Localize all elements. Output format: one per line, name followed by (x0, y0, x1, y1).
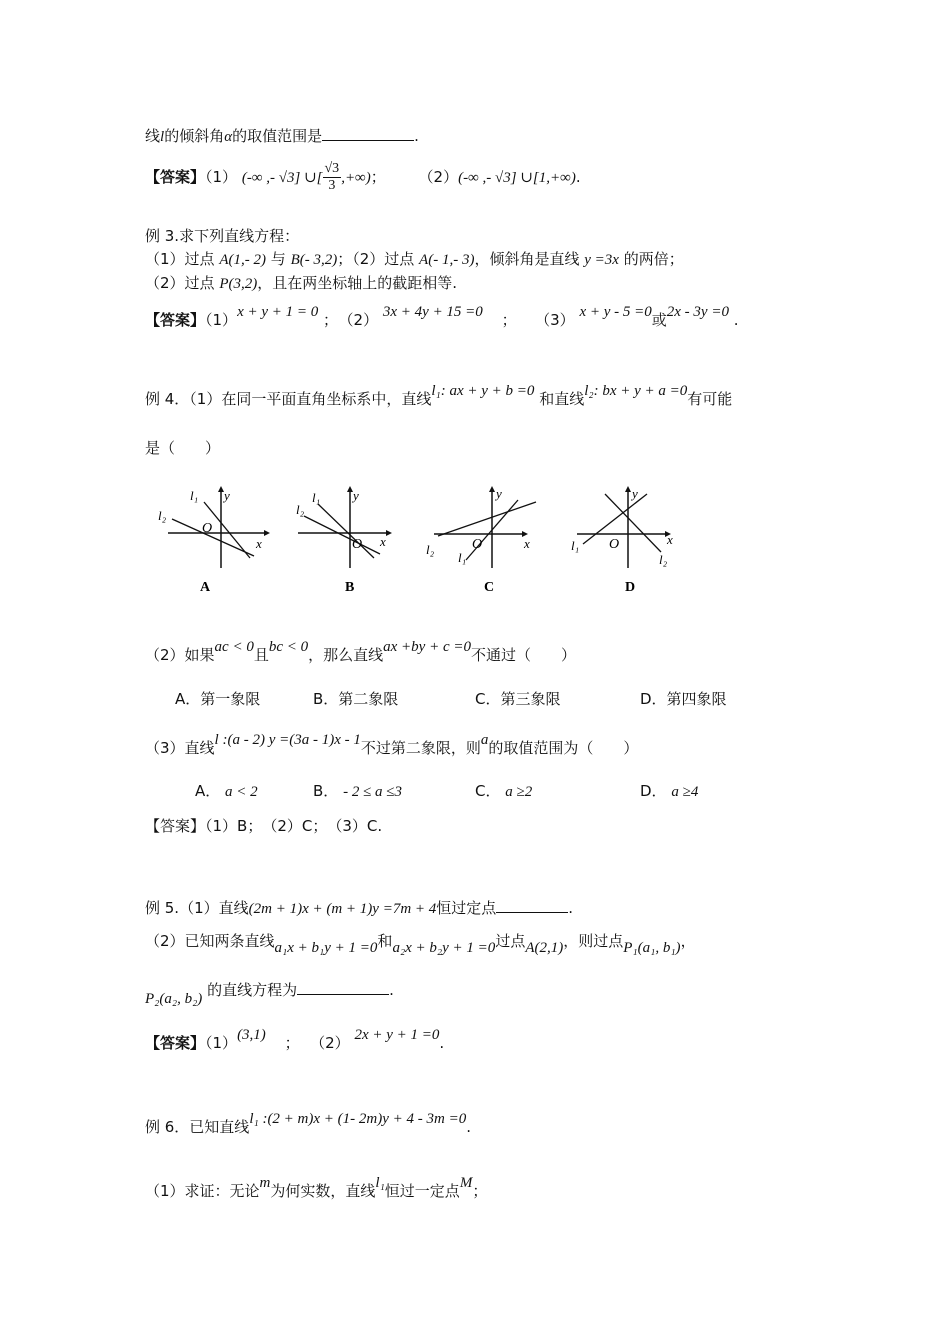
label-l2: l₂ (659, 552, 668, 567)
example-6-title: 例 6．已知直线l₁ :(2 + m)x + (1- 2m)y + 4 - 3m =0. (145, 1111, 471, 1136)
example-3-answer: 【答案】（1）x + y + 1 = 0 ； （2） 3x + 4y + 15 =0 ； （3） x + y - 5 =0或2x - 3y =0 . (145, 304, 739, 329)
label-x: x (524, 536, 530, 551)
label-l1: l₁ (190, 488, 199, 503)
label-l1: l₁ (571, 538, 580, 553)
graph-b (290, 478, 415, 603)
option-2c: C．第三象限 (475, 690, 561, 708)
label-l2: l₂ (296, 502, 305, 517)
caption-b: B (345, 580, 355, 595)
option-3c: C． a ≥2 (475, 782, 533, 800)
option-2b: B．第二象限 (313, 690, 399, 708)
line-l1 (318, 504, 374, 558)
graph-d (565, 478, 690, 603)
example-5-q2: （2）已知两条直线a₁x + b₁y + 1 =0和a₂x + b₂y + 1 =0过点A(2,1)，则过点P₁(a₁, b₁)， (145, 932, 696, 956)
option-2a: A．第一象限 (175, 690, 261, 708)
example-4-q3: （3）直线l :(a - 2) y =(3a - 1)x - 1不过第二象限，则a的取值范围为（ ） (145, 732, 639, 757)
label-origin: O (472, 537, 483, 552)
line-l2 (304, 516, 380, 554)
answer-line: 【答案】（1） (-∞ ,- √3] ∪[ $\frac{√3}{3}$ ,+∞)； （2）(-∞ ,- √3] ∪[1,+∞). (145, 161, 581, 193)
line-l2 (172, 519, 254, 556)
example-3-q2: （2）过点 P(3,2)，且在两坐标轴上的截距相等. (145, 274, 458, 292)
answer-blank (322, 126, 414, 141)
example-6-q1: （1）求证：无论m为何实数，直线l₁恒过一定点M； (145, 1175, 488, 1200)
example-4-q1-cont: 是（ ） (145, 439, 221, 457)
label-l1: l₁ (458, 550, 467, 565)
label-l2: l₂ (426, 542, 435, 557)
caption-c: C (484, 580, 495, 595)
caption-a: A (200, 580, 211, 595)
answer-blank (496, 898, 568, 913)
label-y: y (496, 486, 502, 501)
label-x: x (256, 536, 262, 551)
line-l2 (438, 502, 536, 536)
example-4-answer: 【答案】（1）B； （2）C； （3）C. (145, 817, 383, 835)
graph-c (420, 478, 545, 603)
caption-d: D (625, 580, 636, 595)
question-line: 线l的倾斜角α的取值范围是 . (145, 127, 419, 145)
label-l2: l₂ (158, 508, 167, 523)
example-5-answer: 【答案】（1）(3,1) ； （2） 2x + y + 1 =0. (145, 1027, 445, 1052)
answer-blank (297, 980, 389, 995)
option-2d: D．第四象限 (640, 690, 727, 708)
graph-a (150, 478, 275, 603)
option-3a: A． a < 2 (195, 782, 258, 800)
label-origin: O (202, 521, 213, 536)
label-y: y (632, 486, 638, 501)
y-axis-arrow (489, 486, 495, 492)
label-y: y (224, 488, 230, 503)
example-5-q2-cont: P₂(a₂, b₂) 的直线方程为 . (145, 981, 394, 1007)
label-y: y (353, 488, 359, 503)
example-4-q2: （2）如果ac < 0且bc < 0，那么直线ax +by + c =0不通过（ ） (145, 639, 576, 664)
x-axis-arrow (386, 530, 392, 536)
label-x: x (667, 532, 673, 547)
example-4-q1: 例 4．（1）在同一平面直角坐标系中，直线l₁: ax + y + b =0 和直线l₂: bx + y + a =0有可能 (145, 383, 733, 408)
x-axis-arrow (264, 530, 270, 536)
label-origin: O (352, 537, 363, 552)
label-origin: O (609, 537, 620, 552)
example-3-title: 例 3.求下列直线方程： (145, 227, 300, 245)
y-axis-arrow (625, 486, 631, 492)
option-3b: B． - 2 ≤ a ≤3 (313, 782, 403, 800)
fraction: $\frac{√3}{3}$ (324, 161, 340, 193)
example-3-q1: （1）过点 A(1,- 2) 与 B(- 3,2)；（2）过点 A(- 1,- 3)，倾斜角是直线 y =3x 的两倍； (145, 250, 684, 268)
example-5-q1: 例 5.（1）直线(2m + 1)x + (m + 1)y =7m + 4恒过定点 . (145, 899, 574, 917)
label-l1: l₁ (312, 490, 321, 505)
option-3d: D． a ≥4 (640, 782, 699, 800)
label-x: x (380, 534, 386, 549)
